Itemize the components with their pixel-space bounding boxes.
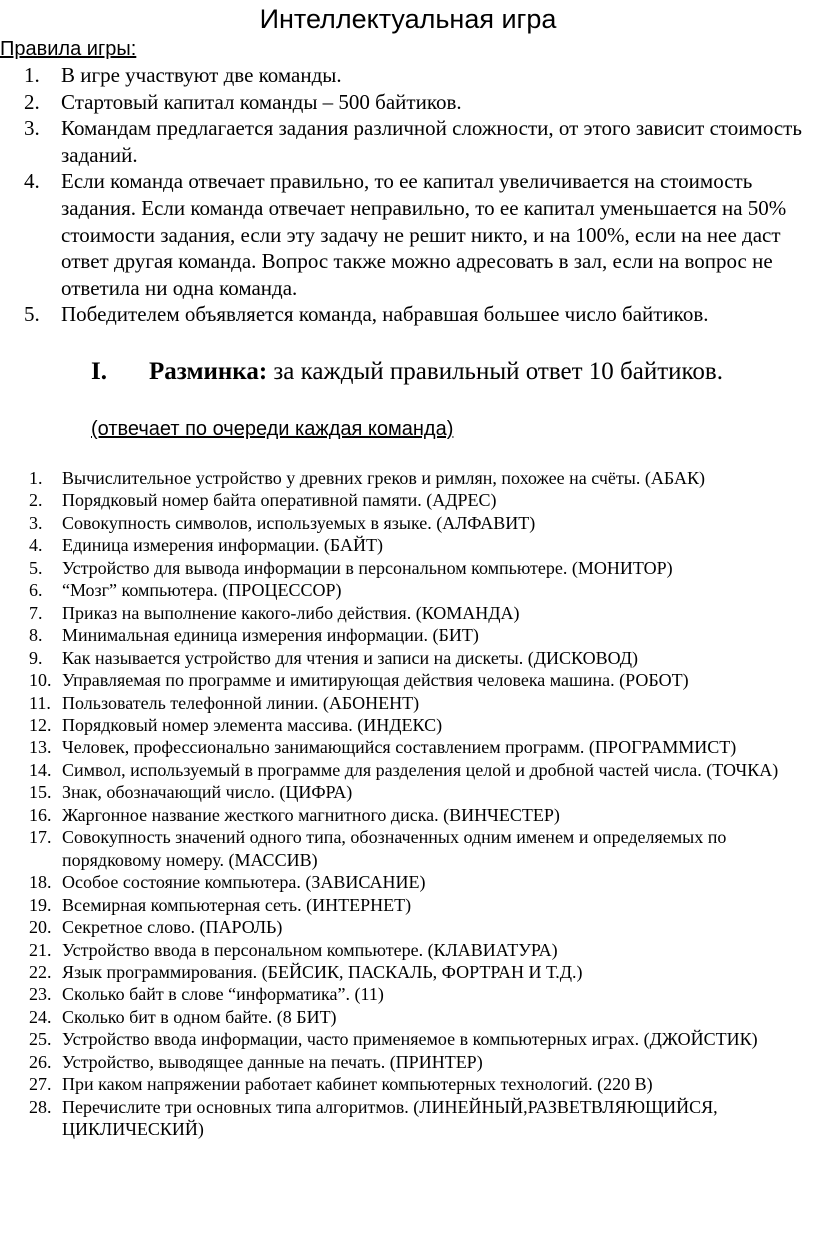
- question-text: Устройство ввода информации, часто применяемое в компьютерных играх. (ДЖОЙСТИК): [62, 1029, 758, 1050]
- question-item: [29, 467, 809, 489]
- rule-item: [24, 301, 804, 328]
- question-item: [29, 736, 809, 758]
- question-number: 4.: [29, 535, 43, 556]
- question-item: [29, 647, 809, 669]
- question-text: “Мозг” компьютера. (ПРОЦЕССОР): [62, 580, 342, 601]
- question-text: Как называется устройство для чтения и записи на дискеты. (ДИСКОВОД): [62, 647, 638, 668]
- question-text: Устройство, выводящее данные на печать. (ПРИНТЕР): [62, 1051, 483, 1072]
- question-number: 11.: [29, 692, 51, 713]
- question-item: [29, 557, 809, 579]
- question-item: [29, 961, 809, 983]
- question-item: [29, 894, 809, 916]
- question-item: [29, 602, 809, 624]
- question-item: [29, 534, 809, 556]
- question-item: [29, 624, 809, 646]
- question-text: Пользователь телефонной линии. (АБОНЕНТ): [62, 692, 420, 713]
- question-item: [29, 1028, 809, 1050]
- question-number: 3.: [29, 512, 43, 533]
- rule-item: [24, 89, 804, 116]
- question-text: Особое состояние компьютера. (ЗАВИСАНИЕ): [62, 872, 426, 893]
- question-number: 14.: [29, 759, 52, 780]
- question-number: 28.: [29, 1096, 52, 1117]
- question-text: Устройство для вывода информации в персональном компьютере. (МОНИТОР): [62, 557, 673, 578]
- question-item: [29, 1006, 809, 1028]
- question-number: 21.: [29, 939, 52, 960]
- question-number: 23.: [29, 984, 52, 1005]
- question-item: [29, 579, 809, 601]
- rule-number: 5.: [24, 302, 40, 327]
- question-item: [29, 1096, 809, 1141]
- rule-text: Стартовый капитал команды – 500 байтиков.: [61, 89, 462, 114]
- question-number: 17.: [29, 827, 52, 848]
- section-note: (отвечает по очереди каждая команда): [91, 418, 454, 440]
- question-text: Знак, обозначающий число. (ЦИФРА): [62, 782, 353, 803]
- rule-number: 4.: [24, 169, 40, 194]
- question-item: [29, 939, 809, 961]
- question-item: [29, 1051, 809, 1073]
- question-text: Сколько байт в слове “информатика”. (11): [62, 984, 384, 1005]
- question-text: Единица измерения информации. (БАЙТ): [62, 535, 383, 556]
- rule-text: В игре участвуют две команды.: [61, 63, 342, 87]
- question-number: 7.: [29, 602, 43, 623]
- question-text: Человек, профессионально занимающийся составлением программ. (ПРОГРАММИСТ): [62, 737, 737, 758]
- question-text: Всемирная компьютерная сеть. (ИНТЕРНЕТ): [62, 894, 412, 915]
- question-text: Жаргонное название жесткого магнитного диска. (ВИНЧЕСТЕР): [62, 804, 560, 825]
- rules-heading: Правила игры:: [0, 38, 137, 60]
- question-text: Символ, используемый в программе для разделения целой и дробной частей числа. (ТОЧКА): [62, 759, 779, 780]
- question-text: Сколько бит в одном байте. (8 БИТ): [62, 1006, 337, 1027]
- section-heading: [91, 356, 723, 388]
- question-number: 10.: [29, 670, 52, 691]
- question-text: Совокупность символов, используемых в языке. (АЛФАВИТ): [62, 512, 536, 533]
- question-number: 15.: [29, 782, 52, 803]
- question-number: 13.: [29, 737, 52, 758]
- question-text: Секретное слово. (ПАРОЛЬ): [62, 917, 283, 938]
- rule-item: [24, 168, 804, 301]
- question-item: [29, 871, 809, 893]
- question-text: Перечислите три основных типа алгоритмов. (ЛИНЕЙНЫЙ,РАЗВЕТВЛЯЮЩИЙСЯ, ЦИКЛИЧЕСКИЙ): [62, 1096, 718, 1140]
- rule-number: 2.: [24, 89, 40, 114]
- question-number: 12.: [29, 714, 52, 735]
- rules-list: [24, 62, 804, 328]
- question-text: Совокупность значений одного типа, обозначенных одним именем и определяемых по порядковому номеру. (МАССИВ): [62, 827, 727, 870]
- question-number: 26.: [29, 1051, 52, 1072]
- question-item: [29, 692, 809, 714]
- question-number: 16.: [29, 804, 52, 825]
- rule-item: [24, 115, 804, 168]
- question-text: Приказ на выполнение какого-либо действия. (КОМАНДА): [62, 602, 520, 623]
- question-text: Порядковый номер байта оперативной памяти. (АДРЕС): [62, 490, 497, 511]
- section-title: Разминка:: [149, 358, 268, 385]
- question-text: Минимальная единица измерения информации. (БИТ): [62, 625, 479, 646]
- question-item: [29, 669, 809, 691]
- question-number: 2.: [29, 490, 43, 511]
- question-text: Язык программирования. (БЕЙСИК, ПАСКАЛЬ, ФОРТРАН И Т.Д.): [62, 961, 583, 982]
- question-text: Управляемая по программе и имитирующая действия человека машина. (РОБОТ): [62, 670, 689, 691]
- questions-list: [29, 467, 809, 1141]
- question-item: [29, 714, 809, 736]
- question-number: 19.: [29, 894, 52, 915]
- rule-text: Если команда отвечает правильно, то ее капитал увеличивается на стоимость задания. Если команда отвечает неправильно, то ее капитал уменьшается на 50% стоимости задания, если эту задачу не решит никто, и на 100%, если на нее даст ответ другая команда. Вопрос также можно адресовать в зал, если на вопрос не ответила ни одна команда.: [61, 169, 787, 300]
- question-number: 5.: [29, 557, 43, 578]
- question-number: 22.: [29, 961, 52, 982]
- question-text: Порядковый номер элемента массива. (ИНДЕКС): [62, 714, 443, 735]
- question-number: 27.: [29, 1074, 52, 1095]
- rule-text: Победителем объявляется команда, набравшая большее число байтиков.: [61, 302, 709, 327]
- rule-text: Командам предлагается задания различной сложности, от этого зависит стоимость заданий.: [61, 116, 802, 167]
- rule-number: 3.: [24, 116, 40, 141]
- question-item: [29, 512, 809, 534]
- question-item: [29, 804, 809, 826]
- question-item: [29, 983, 809, 1005]
- question-number: 24.: [29, 1006, 52, 1027]
- rule-item: [24, 62, 804, 89]
- question-item: [29, 781, 809, 803]
- question-item: [29, 759, 809, 781]
- section-numeral: I.: [91, 358, 107, 385]
- question-number: 25.: [29, 1029, 52, 1050]
- section-subtitle: за каждый правильный ответ 10 байтиков.: [267, 358, 723, 385]
- question-number: 20.: [29, 917, 52, 938]
- question-number: 6.: [29, 580, 43, 601]
- question-text: При каком напряжении работает кабинет компьютерных технологий. (220 В): [62, 1074, 653, 1095]
- rule-number: 1.: [24, 63, 40, 87]
- question-text: Устройство ввода в персональном компьютере. (КЛАВИАТУРА): [62, 939, 558, 960]
- question-item: [29, 916, 809, 938]
- question-number: 1.: [29, 468, 43, 488]
- question-number: 8.: [29, 625, 43, 646]
- question-item: [29, 489, 809, 511]
- question-number: 9.: [29, 647, 43, 668]
- question-item: [29, 1073, 809, 1095]
- question-text: Вычислительное устройство у древних греков и римлян, похожее на счёты. (АБАК): [62, 468, 705, 488]
- question-number: 18.: [29, 872, 52, 893]
- question-item: [29, 826, 809, 871]
- page-title: Интеллектуальная игра: [259, 4, 557, 34]
